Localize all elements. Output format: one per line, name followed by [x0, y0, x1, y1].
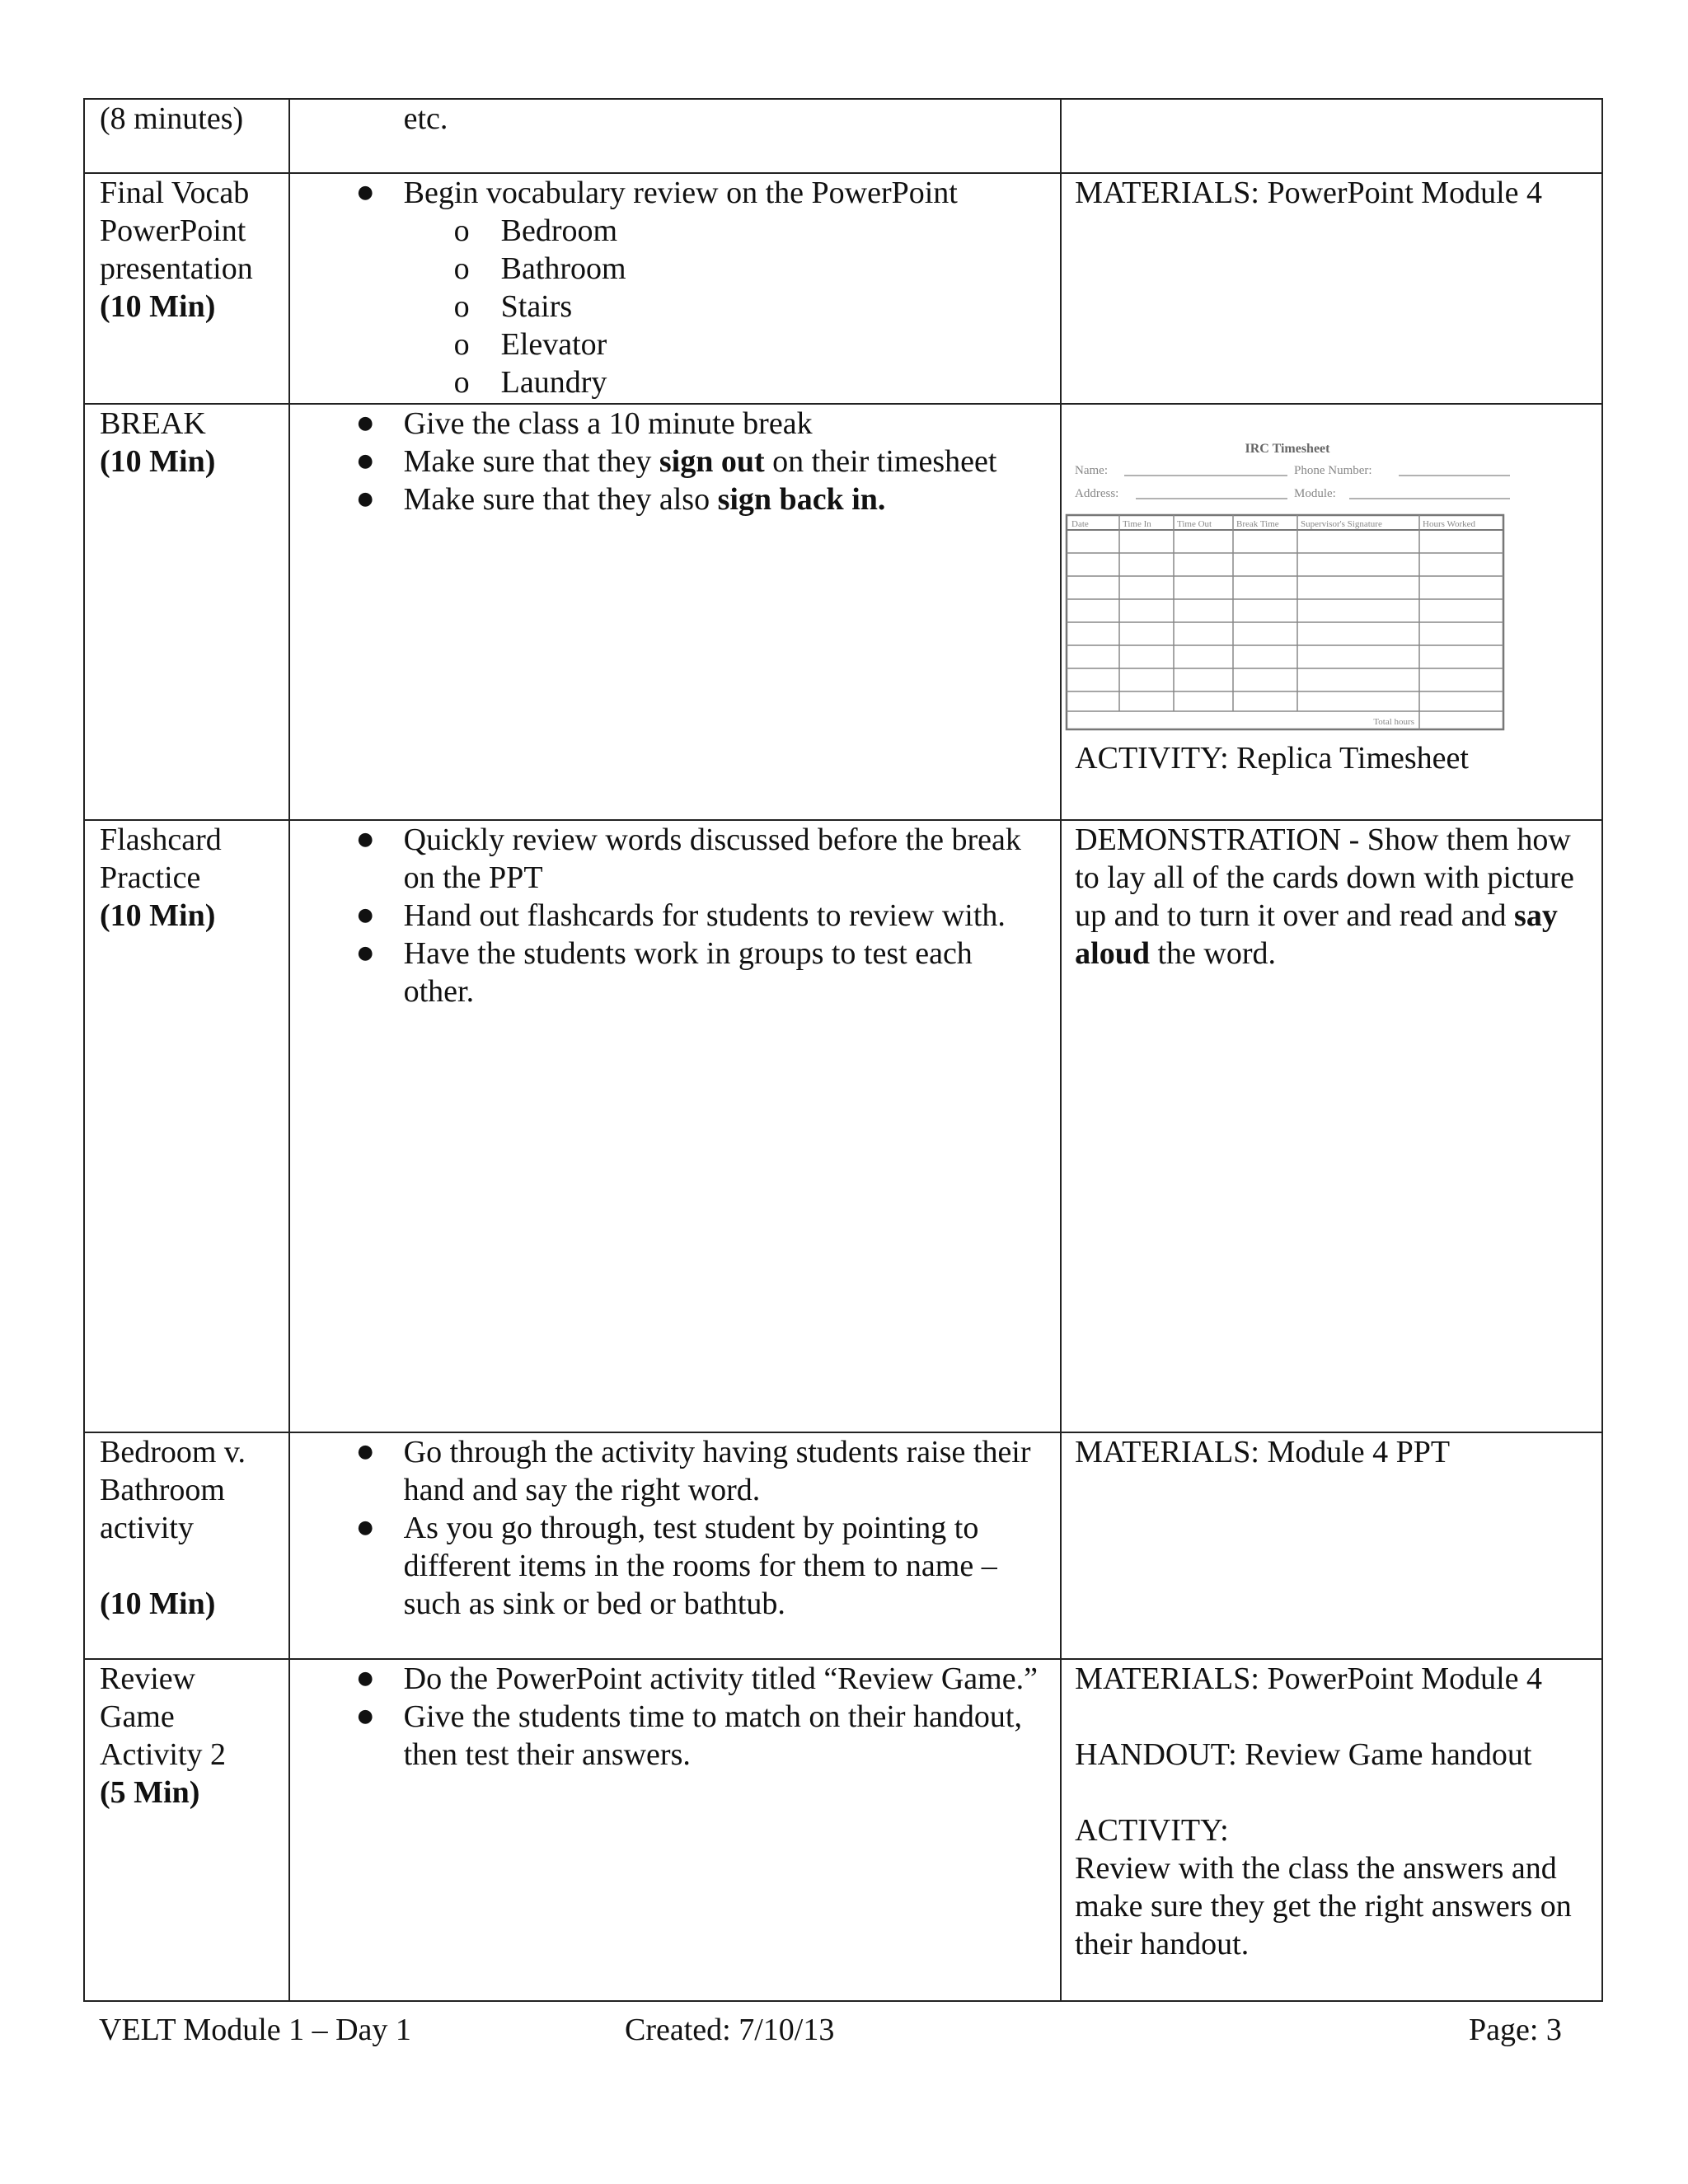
bullet-item [404, 174, 1049, 401]
timesheet-column-header: Supervisor's Signature [1301, 519, 1382, 529]
table-row [84, 99, 1602, 173]
row-label-line: PowerPoint [100, 213, 246, 248]
notes-text-after: the word. [1149, 936, 1277, 971]
row-notes-cell [1061, 1432, 1602, 1659]
row-label-cell [84, 1659, 289, 2001]
row-body-text: etc. [403, 101, 448, 136]
timesheet-column-header: Break Time [1236, 519, 1279, 529]
table-row [84, 1659, 1602, 2001]
bullet-item: ● As you go through, test student by pointing to different items in the rooms for them to name – such as sink or bed or bathtub. [404, 1509, 1049, 1623]
row-label-line: Final Vocab [100, 176, 250, 210]
row-notes-cell [1061, 404, 1602, 820]
timesheet-field-label: Name: [1075, 464, 1109, 477]
bullet-text-before: Make sure that they [403, 444, 659, 479]
row-body-cell [289, 820, 1062, 1432]
timesheet-title: IRC Timesheet [1245, 442, 1330, 456]
notes-activity-label: ACTIVITY: [1075, 1813, 1229, 1848]
timesheet-field-label: Phone Number: [1294, 464, 1372, 477]
sub-bullet-item: o Bathroom [501, 250, 1049, 288]
bullet-item [404, 443, 1049, 480]
sub-bullet-item: o Stairs [501, 288, 1049, 326]
bullet-item [404, 480, 1049, 518]
row-duration: (10 Min) [100, 444, 216, 479]
table-row [84, 404, 1602, 820]
row-body-cell [289, 404, 1062, 820]
row-duration: (10 Min) [100, 898, 216, 933]
spacer [100, 1547, 277, 1585]
row-duration: (5 Min) [100, 1775, 200, 1810]
timesheet-total-label: Total hours [1373, 717, 1415, 727]
bullet-item: ● Go through the activity having students raise their hand and say the right word. [404, 1433, 1049, 1509]
row-label-line: Practice [100, 860, 201, 895]
sub-bullet-item: o Laundry [501, 363, 1049, 401]
notes-text-bold: say aloud [1075, 898, 1558, 971]
row-body-cell [289, 173, 1062, 404]
row-notes-cell [1061, 820, 1602, 1432]
row-label-line: activity [100, 1511, 194, 1545]
bullet-item: ● Do the PowerPoint activity titled “Review Game.” [404, 1660, 1049, 1698]
bullet-list [303, 405, 1049, 518]
timesheet-field-label: Address: [1075, 487, 1119, 500]
timesheet-column-header: Date [1071, 519, 1089, 529]
page-footer [0, 2011, 1688, 2052]
table-row [84, 173, 1602, 404]
row-notes-cell [1061, 1659, 1602, 2001]
bullet-item: ● Quickly review words discussed before the break on the PPT [404, 821, 1049, 897]
notes-text-before: DEMONSTRATION - Show them how to lay all of the cards down with picture up and to turn it over and read and [1075, 823, 1574, 933]
row-label-cell [84, 1432, 289, 1659]
bullet-list [303, 1660, 1049, 1774]
bullet-text-after: on their timesheet [764, 444, 997, 479]
bullet-text-before: Make sure that they also [403, 482, 718, 517]
table-row [84, 1432, 1602, 1659]
footer-created-date: Created: 7/10/13 [625, 2013, 835, 2047]
timesheet-thumbnail [1065, 424, 1510, 734]
row-label-line: Flashcard [100, 823, 222, 857]
bullet-item: ● Give the students time to match on their handout, then test their answers. [404, 1698, 1049, 1774]
bullet-list [303, 174, 1049, 401]
footer-module: VELT Module 1 – Day 1 [99, 2013, 411, 2047]
row-label-cell [84, 173, 289, 404]
row-duration: (10 Min) [100, 1586, 216, 1621]
row-label-cell [84, 820, 289, 1432]
footer-page-number: Page: 3 [1469, 2013, 1562, 2047]
notes-handout: HANDOUT: Review Game handout [1075, 1737, 1532, 1772]
bullet-text-bold: sign out [659, 444, 765, 479]
bullet-item: ● Hand out flashcards for students to review with. [404, 897, 1049, 935]
lesson-plan-table [83, 98, 1603, 2002]
row-label-line: Bathroom [100, 1473, 225, 1507]
sub-bullet-item: o Elevator [501, 326, 1049, 363]
table-row [84, 820, 1602, 1432]
row-label-line: Review Game [100, 1661, 196, 1734]
bullet-list [303, 1433, 1049, 1623]
sub-bullet-item: o Bedroom [501, 212, 1049, 250]
bullet-text: Give the class a 10 minute break [403, 406, 813, 441]
row-label-cell [84, 404, 289, 820]
row-notes-text: MATERIALS: Module 4 PPT [1075, 1435, 1451, 1469]
row-notes-cell [1061, 99, 1602, 173]
bullet-text: Begin vocabulary review on the PowerPoint [403, 176, 958, 210]
row-notes-text: ACTIVITY: Replica Timesheet [1075, 741, 1469, 776]
row-notes-text: MATERIALS: PowerPoint Module 4 [1075, 176, 1543, 210]
row-body-cell [289, 99, 1062, 173]
bullet-item [404, 405, 1049, 443]
sub-bullet-list [404, 212, 1049, 401]
row-label-line: Activity 2 [100, 1737, 227, 1772]
timesheet-column-header: Time Out [1177, 519, 1212, 529]
timesheet-column-header: Time In [1123, 519, 1151, 529]
row-label: (8 minutes) [100, 101, 244, 136]
row-label-line: Bedroom v. [100, 1435, 246, 1469]
spacer [1075, 1698, 1590, 1736]
timesheet-field-label: Module: [1294, 487, 1336, 500]
row-duration: (10 Min) [100, 289, 216, 324]
bullet-list [303, 821, 1049, 1010]
notes-materials: MATERIALS: PowerPoint Module 4 [1075, 1661, 1543, 1696]
notes-activity-text: Review with the class the answers and make sure they get the right answers on their handout. [1075, 1851, 1572, 1961]
row-label-cell [84, 99, 289, 173]
row-body-cell [289, 1659, 1062, 2001]
bullet-item: ● Have the students work in groups to test each other. [404, 935, 1049, 1010]
spacer [1075, 1774, 1590, 1811]
row-notes-cell [1061, 173, 1602, 404]
row-label-line: presentation [100, 251, 253, 286]
bullet-text-bold: sign back in. [717, 482, 886, 517]
row-label: BREAK [100, 406, 206, 441]
timesheet-column-header: Hours Worked [1423, 519, 1476, 529]
row-body-cell [289, 1432, 1062, 1659]
